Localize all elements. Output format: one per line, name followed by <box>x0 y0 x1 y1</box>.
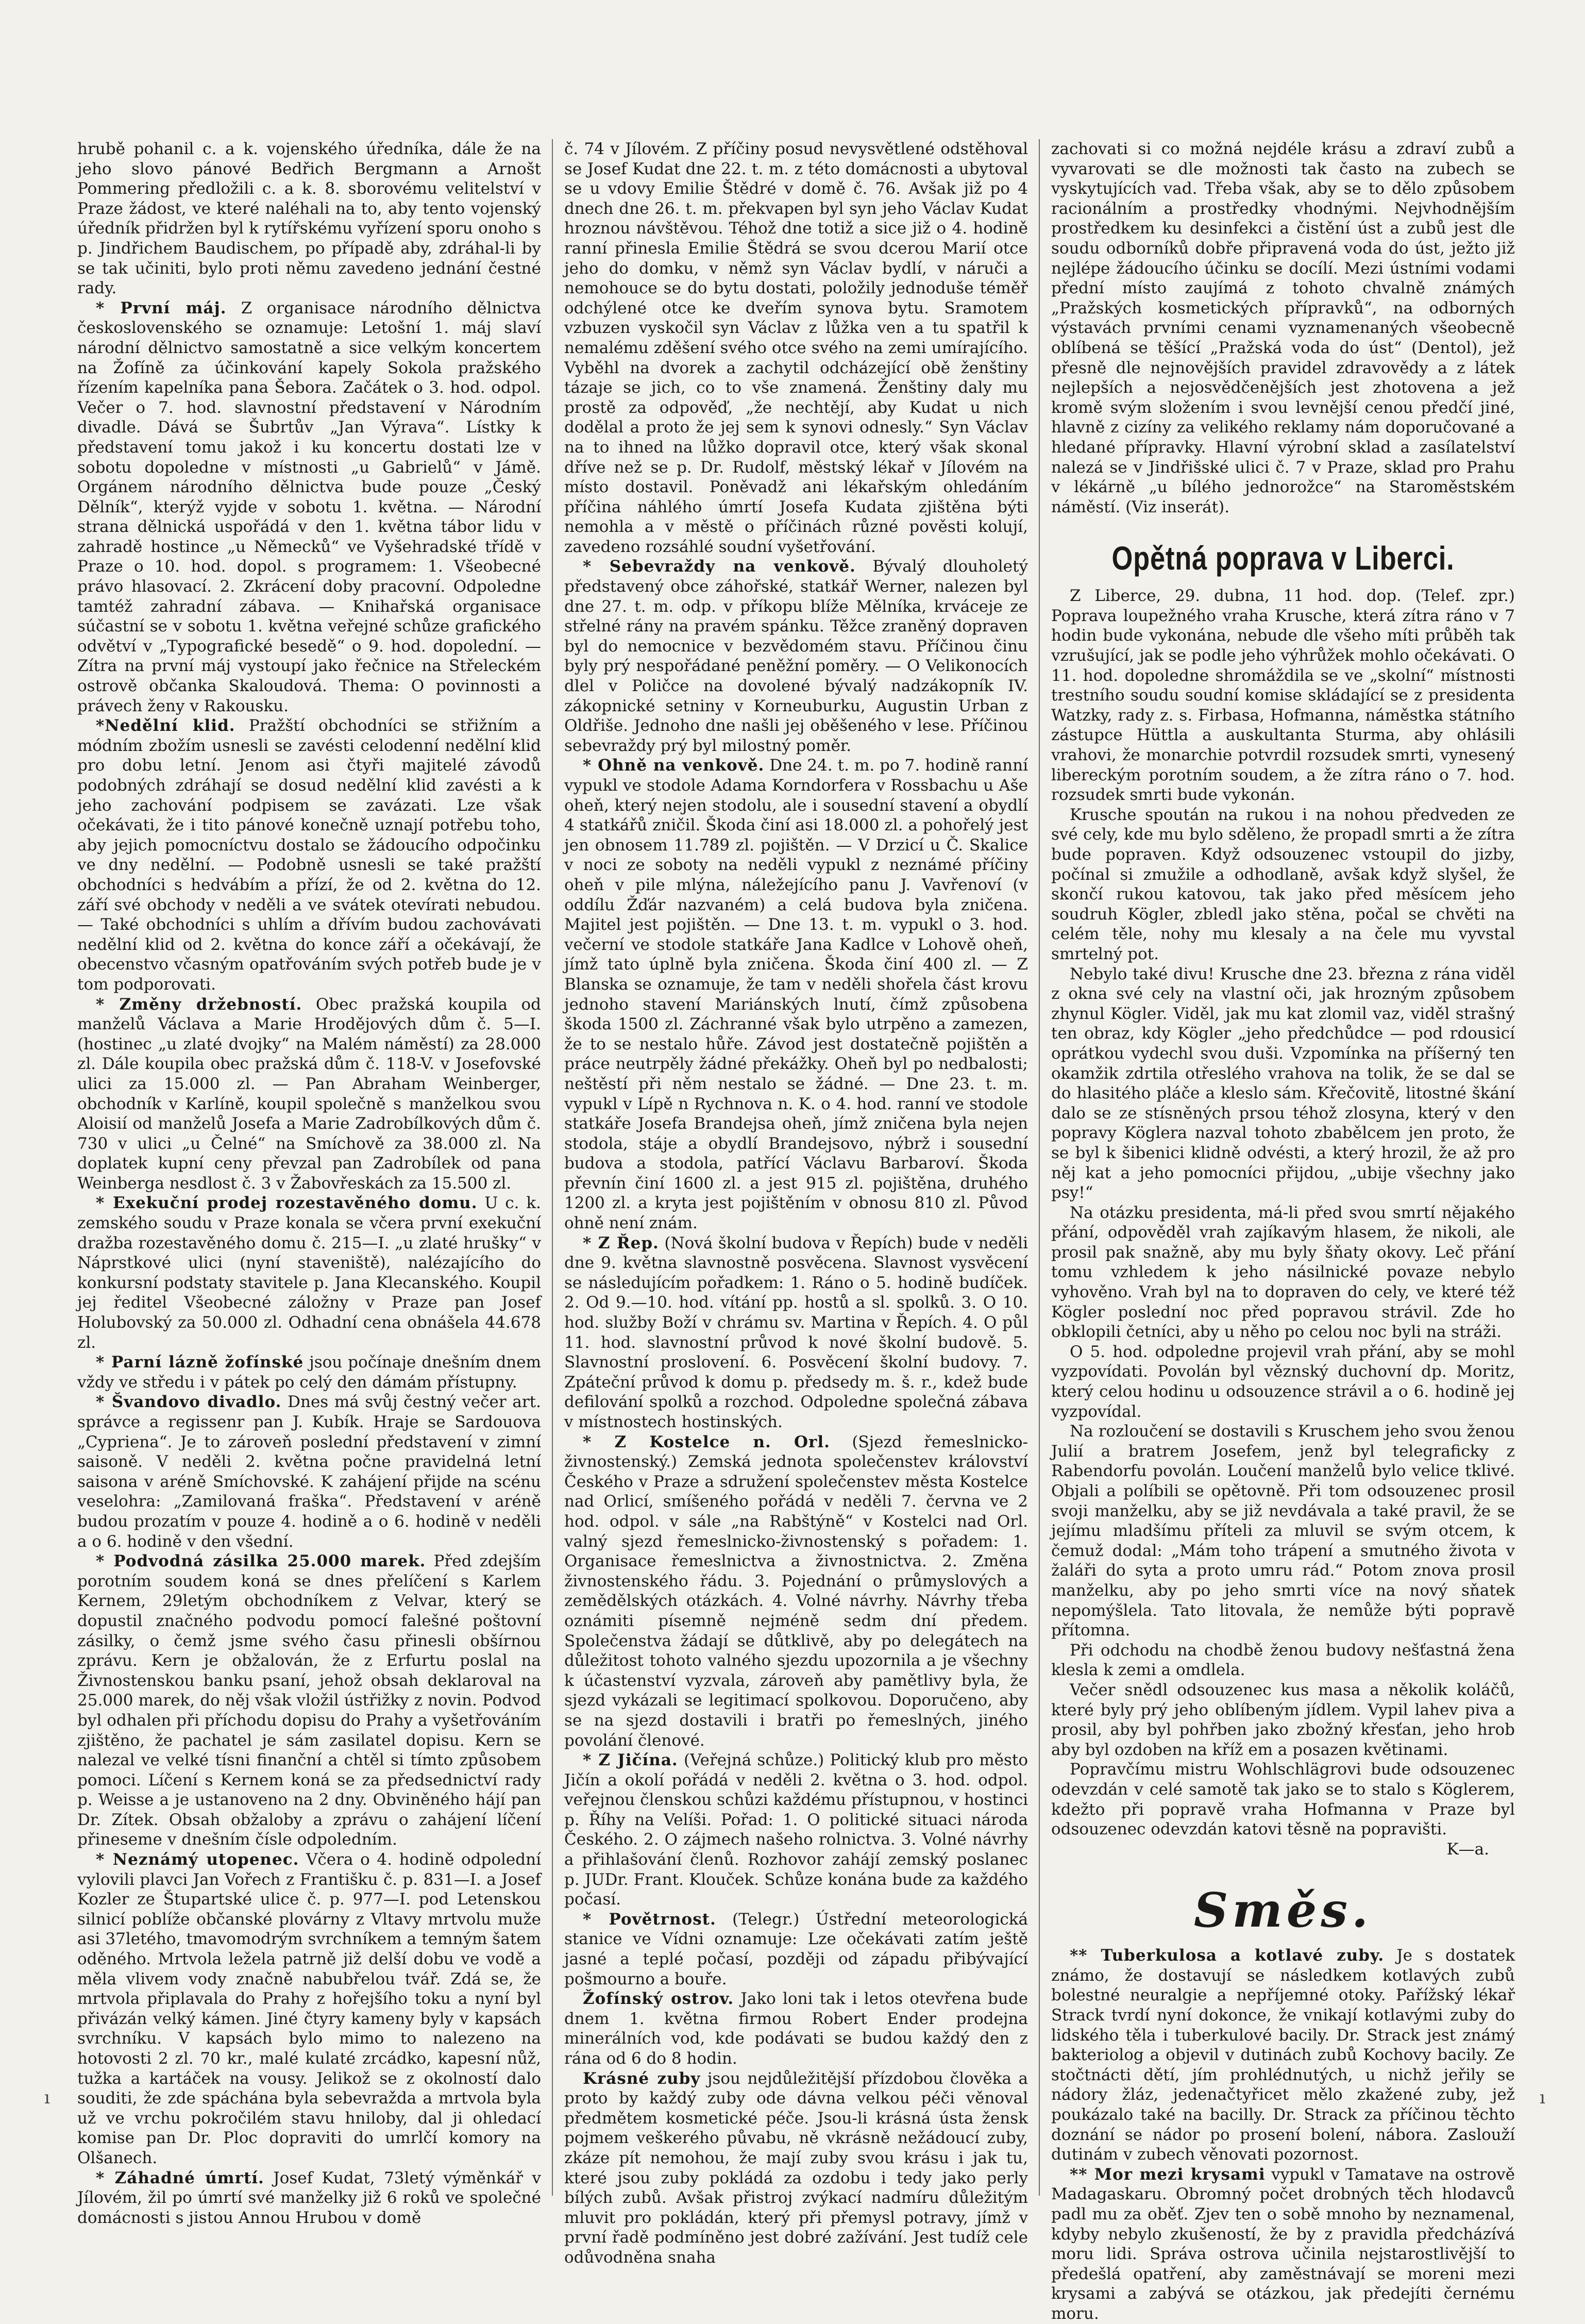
news-body: Josef Kudat, 73letý výměnkář v Jílovém, žil po úmrtí své manželky již 6 roků ve společné domácnosti s jistou Annou Hrubou v domě <box>77 2168 541 2227</box>
news-body: (Sjezd řemeslnicko-živnostenský.) Zemská jednota společenstev království Českého v Praze a sdružení společenstev města Kostelce nad Orlicí, smíšeného pořádá v neděli 7. června ve 2 hod. odpol. v sále „na Rabštýně“ v Kostelci nad Orl. valný sjezd řemeslnicko-živnostenský s pořadem: 1. Organisace řemeslnictva a živnostnictva. 2. Změna živnostenského řádu. 3. Pojednání o průmyslových a zemědělských otázkách. 4. Volné návrhy. Návrhy třeba oznámiti písemně nejméně sedm dní předem. Společenstva žádají se důtklivě, aby po delegátech na důležitost tohoto valného sjezdu upozornila a je všechny k účastenství vyzvala, zároveň aby pamětlivy byla, že sjezd vykázali se legitimací spolkovou. Doporučeno, aby se na sjezd dostavili i bratři po řemeslných, jiného povolání členové. <box>564 1432 1028 1750</box>
news-headline: * Z Jičína. <box>583 1751 678 1770</box>
news-headline: * Švandovo divadlo. <box>96 1393 282 1412</box>
column-1 <box>77 139 542 2227</box>
news-paragraph <box>1051 1946 1515 2165</box>
article-title: Opětná poprava v Liberci. <box>1111 540 1455 577</box>
margin-mark-right: ı <box>1540 2087 1545 2108</box>
news-body: Krusche spoután na rukou i na nohou předveden ze své cely, kde mu bylo sděleno, že propadl smrti a že zítra bude popraven. Když odsouzenec vstoupil do jizby, počínal si zmužile a odhodlaně, avšak když slyšel, že skončí rukou katovou, tak jako před měsícem jeho soudruh Kögler, zbledl jako stěna, počal se chvěti na celém těle, nohy mu klesaly a na čele mu vyvstal smrtelný pot. <box>1051 805 1515 963</box>
news-paragraph <box>77 716 541 994</box>
news-body: Pražští obchodníci se střižním a módním zbožím usnesli se zavésti celodenní nedělní klid pro dobu letní. Jenom asi čtyři majitelé závodů podobných zdráhají se dosud nedělní klid zavésti a k jeho zachování podpisem se zavázati. Lze však očekávati, že i tito pánové konečně uznají potřebu toho, aby jejich pomocníctvu dostalo se žádoucího odpočinku ve dny nedělní. — Podobně usnesli se také pražští obchodníci s hedvábím a přízí, že od 2. května do 12. září své obchody v neděli a ve svátek otevírati nebudou. — Také obchodníci s uhlím a dřívím budou zachovávati nedělní klid od 2. května do konce září a očekávají, že obecenstvo včasným opatřováním svých potřeb bude je v tom podporovati. <box>77 716 541 994</box>
news-body: jsou nejdůležitější přízdobou člověka a proto by každý zuby ode dávna velkou péči věnoval předmětem kosmetické péče. Jsou-li krásná ústa žensk pojmem veškerého půvabu, ně vkrásně nežádoucí zuby, zkáze pít nemohou, že mají zuby svou krásu i jak tu, které jsou zuby pokládá za ozdobu i tedy jako perly bílých zubů. Avšak přistroj zvýkací nadmíru důležitým mluvit pro pokládán, který při přemysl potravy, jímž v první řadě podmíněno jest dobré zažívání. Jest tudíž cele odůvodněna snaha <box>564 2069 1028 2267</box>
news-paragraph <box>1051 1680 1515 1760</box>
news-paragraph <box>77 139 541 298</box>
news-headline: * Z Řep. <box>583 1233 659 1252</box>
news-paragraph <box>77 1850 541 2168</box>
news-paragraph <box>1051 139 1515 517</box>
news-headline: Krásné zuby <box>583 2069 701 2088</box>
news-paragraph <box>1051 2165 1515 2324</box>
news-body: Je s dostatek známo, že dostavují se následkem kotlavých zubů bolestné neuralgie a nepříjemné otoky. Pařížský lékař Strack tvrdí nyní dokonce, že vnikají kotlavými zuby do lidského těla i tuberkulové bacily. Dr. Strack jest známý bakteriolog a objevil v dutinách zubů Kochovy bacily. Ze stočtnácti dětí, jím prohlédnutých, u nichž jeřily se nádory žláz, jedenačtyřicet mělo zkažené zuby, jež poukázalo také na bacilly. Dr. Strack za příčinou těchto doznání se nádor po prosení bolení, nábora. Zaslouží dutinám v zubech věnovati pozornost. <box>1051 1946 1515 2164</box>
column-3 <box>1051 139 1515 2323</box>
news-headline: * Parní lázně žofínské <box>96 1353 304 1372</box>
news-body: vypukl v Tamatave na ostrově Madagaskaru. Obromný počet drobných těch hlodavců padl mu za oběť. Zjev ten o sobě mnoho by neznamenal, kdyby nebylo zkušeností, že by z pravidla předcházívá moru lidi. Správa ostrova učinila nejstarostlivější to předešlá opatření, aby zaměstnávají se moreni mezi krysami a zabývá se otázkou, jak předejíti černému moru. <box>1051 2165 1515 2323</box>
news-headline: * První máj. <box>96 298 227 317</box>
newspaper-page <box>77 139 1515 2323</box>
news-paragraph <box>77 298 541 716</box>
news-body: Před zdejším porotním soudem koná se dnes přelíčení s Karlem Kernem, 29letým obchodníkem z Velvar, který se dopustil značného podvodu pomocí falešné poštovní zásilky, o čemž jsme svého času přinesli obšírnou zprávu. Kern je obžalován, že z Erfurtu poslal na Živnostenskou banku psaní, jehož obsah deklaroval na 25.000 marek, do něj však vložil ústřižky z novin. Podvod byl odhalen při příchodu dopisu do Prahy a vyšetřováním zjištěno, že pachatel je sám zasilatel dopisu. Kern se nalezal ve velké tísni finanční a chtěl si tímto způsobem pomoci. Líčení s Kernem koná se za předsednictví rady p. Weisse a je ustanoveno na 2 dny. Obviněného hájí pan Dr. Zítek. Obsah obžaloby a zprávu o zahájení líčení přineseme v dnešním čísle odpoledním. <box>77 1552 542 1849</box>
news-paragraph <box>564 756 1028 1233</box>
news-body: č. 74 v Jílovém. Z příčiny posud nevysvětlené odstěhoval se Josef Kudat dne 22. t. m. z této domácnosti a ubytoval se u vdovy Emilie Štědré v domě č. 76. Avšak již po 4 dnech dne 26. t. m. překvapen byl syn jeho Václav Kudat hroznou návštěvou. Téhož dne totiž a sice již o 4. hodině ranní přinesla Emilie Štědrá se svou dcerou Marií otce jeho do domku, v němž syn Václav bydlí, v náruči a nemohouce se do bytu dostati, položily jednoduše téměř odchýlené otce ke dveřím synova bytu. Sramotem vzbuzen vyskočil syn Václav z lůžka ven a tu spatřil k nemalému zděšení svého otce svého na zemi umírajícího. Vyběhl na dvorek a zachytil odcházející obě ženštiny tázaje se jich, co to vše znamená. Ženštiny daly mu prostě za odpověď, „že nechtějí, aby Kudat u nich dodělal a proto že jej sem k synovi odnesly.“ Syn Václav na to ihned na lůžko dopravil otce, který však skonal dříve než se p. Dr. Rudolf, městský lékař v Jílovém na místo dostavil. Poněvadž ani lékařským ohledáním příčina náhlého úmrtí Josefa Kudata zjištěna býti nemohla a v městě o příčinách různé pověsti kolují, zavedeno rozsáhlé soudní vyšetřování. <box>564 140 1028 556</box>
news-paragraph <box>77 1551 541 1850</box>
news-body: Popravčímu mistru Wohlschlägrovi bude odsouzenec odevzdán v celé samotě tak jako se to stalo s Köglerem, kdežto při popravě vraha Hofmanna v Praze byl odsouzenec odevzdán katovi těsně na popravišti. <box>1051 1760 1515 1839</box>
news-body: O 5. hod. odpoledne projevil vrah přání, aby se mohl vyzpovídati. Povolán byl věznský duchovní dp. Moritz, který celou hodinu u odsouzence strávil a o 6. hodině jej vyzpovídal. <box>1051 1342 1515 1421</box>
news-paragraph <box>1051 586 1515 805</box>
news-paragraph <box>564 1910 1028 1989</box>
news-paragraph <box>564 1432 1028 1751</box>
news-headline: *Nedělní klid. <box>96 716 235 735</box>
news-paragraph <box>564 1989 1028 2068</box>
news-body: Z Liberce, 29. dubna, 11 hod. dop. (Telef. zpr.) Poprava loupežného vraha Krusche, která zítra ráno v 7 hodin bude vykonána, nebude dle všeho míti průběh tak vzrušující, jak se podle jeho výhrůžek mohlo očekávati. O 11. hod. dopoledne shromáždila se ve „skolní“ místnosti trestního soudu soudní komise skládající se z presidenta Watzky, rady z. s. Firbasa, Hofmanna, náměstka státního zástupce Hüttla a auskultanta Sturma, aby ohlásili vrahovi, že monarchie potvrdil rozsudek smrti, vynesený libereckým porotním soudem, a že zítra ráno o 7. hod. rozsudek smrti bude vykonán. <box>1051 587 1515 805</box>
article-signature: K—a. <box>1446 1840 1489 1859</box>
news-body: (Veřejná schůze.) Politický klub pro město Jičín a okolí pořádá v neděli 2. května o 3. hod. odpol. veřejnou členskou schůzi každému přístupnou, v hostinci p. Říhy na Velíši. Pořad: 1. O politické situaci národa Českého. 2. O zájmech našeho rolnictva. 3. Volné návrhy a přihlašování členů. Rozhovor zahájí zemský poslanec p. JUDr. Frant. Klouček. Schůze konána bude za každého počasí. <box>564 1751 1028 1909</box>
news-headline: * Změny držebností. <box>96 995 302 1014</box>
news-paragraph <box>1051 1422 1515 1641</box>
news-paragraph <box>564 2069 1028 2268</box>
news-body: hrubě pohanil c. a k. vojenského úředníka, dále že na jeho slovo pánové Bedřich Bergmann a Arnošt Pommering předložili c. a k. 8. sborovému velitelství v Praze žádost, ve které naléhali na to, aby tento vojenský úředník přidržen byl k rytířskému vyřízení sporu onoho s p. Jindřichem Baudischem, po případě aby, zdráhal-li by se tak učiniti, bylo proti němu zavedeno jednání čestné rady. <box>77 140 541 298</box>
news-paragraph <box>1051 1760 1515 1839</box>
news-paragraph <box>77 1392 541 1551</box>
news-paragraph <box>77 995 541 1194</box>
news-paragraph <box>564 557 1028 756</box>
news-body: Dne 24. t. m. po 7. hodině ranní vypukl ve stodole Adama Korndorfera v Rossbachu u Aše oheň, který nejen stodolu, ale i sousední stavení a obydlí 4 statkářů zničil. Škoda činí asi 18.000 zl. a pohořelý jest jen obnosem 11.789 zl. pojištěn. — V Drzicí u Č. Skalice v noci ze soboty na neděli vypukl z neznámé příčiny oheň v pile mlýna, náležejícího panu J. Vavřenoví (v oddílu Žďár nazvaném) a celá budova byla zničena. Majitel jest pojištěn. — Dne 13. t. m. vypukl o 3. hod. večerní ve stodole statkáře Jana Kadlce v Lohově oheň, jímž tato úplně byla zničena. Škoda činí 400 zl. — Z Blanska se oznamuje, že tam v neděli shořela část krovu jednoho stavení Mariánských lnutí, čímž způsobena škoda 1500 zl. Záchranné však bylo utrpěno a zamezen, že to se nestalo hůře. Závod jest dostatečně pojištěn a práce neutrpěly žádné překážky. Oheň byl po nedbalosti; neštěstí při něm nestalo se žádné. — Dne 23. t. m. vypukl v Lípě n Rychnova n. K. o 4. hod. ranní ve stodole statkáře Josefa Brandejsa oheň, jímž zničena byla nejen stodola, stáje a obydlí Brandejsovo, nýbrž i sousední budova a stodola, patřící Václavu Barbaroví. Škoda převnín činí 1600 zl. a jest 915 zl. pojištěna, druhého 1200 zl. a kryta jest pojištěním v obnosu 810 zl. Původ ohně není znám. <box>564 756 1028 1233</box>
news-body: Večer snědl odsouzenec kus masa a několik koláčů, které byly prý jeho oblíbeným jídlem. Vypil lahev piva a prosil, aby byl pohřben jako zbožný křesťan, jeho hrob aby byl ozdoben na kříž em a posazen květinami. <box>1051 1680 1515 1759</box>
news-paragraph <box>77 2168 541 2228</box>
news-headline: * Ohně na venkově. <box>583 756 765 775</box>
news-body: Nebylo také divu! Krusche dne 23. března z rána viděl z okna své cely na vlastní oči, jak hrozným způsobem zhynul Kögler. Viděl, jak mu kat zlomil vaz, viděl strašný ten obraz, kdy Kögler „jeho předchůdce — pod rdousicí oprátkou vydechl svou duši. Vzpomínka na příšerný ten okamžik zdrtila otřeslého vrahova na tolik, že se dal se do hlasitého pláče a kleslo sám. Křečovitě, litostné škání dalo se ze stísněných prsou téhož zlosyna, který v den popravy Köglera nazval tohoto zbabělcem jen proto, že se byl k šibenici klidně odvésti, a který hrozil, že až pro něj kat a jeho pomocníci přijdou, „ubije všechny jako psy!“ <box>1051 964 1515 1202</box>
news-paragraph <box>77 1352 541 1392</box>
news-headline: ** Tuberkulosa a kotlavé zuby. <box>1070 1946 1385 1965</box>
news-body: Dnes má svůj čestný večer art. správce a regissenr pan J. Kubík. Hraje se Sardouova „Cypriena“. Je to zároveň poslední představení v zimní saisoně. V neděli 2. května počne pravidelná letní saisona v aréně Smíchovské. K zahájení přijde na scénu veselohra: „Zamilovaná fraška“. Představení v aréně budou prozatím v pouze 4. hodině a o 6. hodině v neděli a o 6. hodině v den všední. <box>77 1393 541 1551</box>
news-paragraph <box>1051 805 1515 964</box>
news-headline: * Exekuční prodej rozestavěného domu. <box>96 1194 478 1213</box>
news-body: Na rozloučení se dostavili s Kruschem jeho svou ženou Julií a bratrem Josefem, jenž byl telegraficky z Rabendorfu povolán. Loučení manželů bylo velice tklivé. Objali a políbili se opětovně. Při tom odsouzenec prosil svoji manželku, aby se již nevdávala a také pravil, že se jejímu mladšímu příteli za mluvil se svým otcem, k čemuž dodal: „Mám toho trápení a smutného života v žaláři do syta a proto umru rád.“ Potom znova prosil manželku, aby po jeho smrti více na nový sňatek nepomýšlela. Tato litovala, že nemůže býti popravě přítomna. <box>1051 1422 1515 1640</box>
news-body: Z organisace národního dělnictva československého se oznamuje: Letošní 1. máj slaví národní dělnictvo samostatně a sice velkým koncertem na Žofíně za účinkování kapely Sokola pražského řízením kapelníka pana Šebora. Začátek o 3. hod. odpol. Večer o 7. hod. slavnostní představení v Národním divadle. Dává se Šubrtův „Jan Výrava“. Lístky k představení tomu jakož i ku koncertu dostati lze v sobotu dopoledne v místnosti „u Gabrielů“ v Jámě. Orgánem národního dělnictva bude pouze „Český Dělník“, kterýž vyjde v sobotu 1. května. — Národní strana dělnická uspořádá v den 1. května tábor lidu v zahradě hostince „u Německů“ ve Vyšehradské třídě v Praze o 10. hod. dopol. s programem: 1. Všeobecné právo hlasovací. 2. Zkrácení doby pracovní. Odpoledne tamtéž zahradní zábava. — Knihařská organisace súčastní se v sobotu 1. května veřejné schůze grafického odvětví v „Typografické besedě“ o 9. hod. dopolední. — Zítra na první máj vystoupí jako řečnice na Střeleckém ostrově občanka Skaloudová. Thema: O povinnosti a právech ženy v Rakousku. <box>77 298 541 715</box>
news-paragraph <box>564 139 1028 557</box>
news-body: Včera o 4. hodině odpolední vylovili plavci Jan Vořech z Františku č. p. 831—I. a Josef Kozler ze Štupartské ulice č. p. 977—I. pod Letenskou silnicí poblíže občanské plovárny z Vltavy mrtvolu muže asi 37letého, tmavomodrým svrchníkem a temným šatem oděného. Mrtvola ležela patrně již delší dobu ve vodě a měla vlivem vody značně nabubřelou tvář. Zdá se, že mrtvola připlavala do Prahy z hořejšího toku a nyní byl přivázán velký kámen. Jiné čtyry kameny byly v kapsách svrchníku. V kapsách bylo mimo to nalezeno na hotovosti 2 zl. 70 kr., malé kulaté zrcádko, kapesní nůž, tužka a kartáček na vousy. Jelikož se z okolností dalo souditi, že zde spáchána byla sebevražda a mrtvola byla už ve vrchu pokročilém stavu hniloby, dal ji ohledací komise pan Dr. Ploc dopraviti do umrlčí komory na Olšanech. <box>77 1850 541 2167</box>
column-rule <box>1039 139 1040 2196</box>
news-body: (Nová školní budova v Řepích) bude v neděli dne 9. května slavnostně posvěcena. Slavnost vysvěcení se následujícím pořadkem: 1. Ráno o 5. hodině budíček. 2. Od 9.—10. hod. vítání pp. hostů a sl. spolků. 3. O 10. hod. služby Boží v chrámu sv. Martina v Řepích. 4. O půl 11. hod. slavnostní průvod k nové školní budově. 5. Slavnostní proslovení. 6. Posvěcení školní budovy. 7. Zpáteční průvod k domu p. předsedy m. š. r., kdež bude defilování spolků a rozchod. Odpoledne společná zábava v místnostech hostinských. <box>564 1233 1028 1431</box>
news-headline: * Sebevraždy na venkově. <box>583 557 856 576</box>
news-body: Bývalý dlouholetý představený obce záhořské, statkář Werner, nalezen byl dne 27. t. m. odp. v příkopu blíže Mělníka, krváceje ze střelné rány na pravém spánku. Těžce zraněný dopraven byl do nemocnice v bezvědomém stavu. Příčinou činu byly prý nespořádané peněžní poměry. — O Velikonocích dlel v Poličce na dovolené bývalý nadzákopník IV. zákopnické setniny v Korneuburku, Augustin Urban z Oldřiše. Jednoho dne našli jej oběšeného v lese. Příčinou sebevraždy prý byl milostný poměr. <box>564 557 1028 755</box>
margin-mark-left: ı <box>44 2087 50 2108</box>
news-headline: * Záhadné úmrtí. <box>96 2168 264 2187</box>
news-body: jsou počínaje dnešním dnem vždy ve středu i v pátek po celý den dámám přístupny. <box>77 1353 541 1392</box>
news-body: (Telegr.) Ústřední meteorologická stanice ve Vídni oznamuje: Lze očekávati zatím ještě jasné a teplé počasí, později od západu přibývající pošmourno a bouře. <box>564 1910 1028 1988</box>
news-body: U c. k. zemského soudu v Praze konala se včera první exekuční dražba rozestavěného domu č. 215—I. „u zlaté hrušky“ v Náprstkové ulici (nyní staveniště), nalézajícího do konkursní podstaty stavitele p. Jana Klecanského. Koupil jej ředitel Všeobecné záložny v Praze pan Josef Holubovský za 50.000 zl. Odhadní cena obnášela 44.678 zl. <box>77 1194 541 1352</box>
news-paragraph <box>1051 964 1515 1203</box>
news-headline: * Podvodná zásilka 25.000 marek. <box>96 1552 426 1571</box>
news-headline: * Neznámý utopenec. <box>96 1850 299 1869</box>
column-rule <box>552 139 553 2196</box>
news-paragraph <box>564 1750 1028 1910</box>
news-paragraph <box>77 1193 541 1352</box>
news-headline: * Z Kostelce n. Orl. <box>583 1432 830 1451</box>
news-body: Při odchodu na chodbě ženou budovy nešťastná žena klesla k zemi a omdlela. <box>1051 1641 1515 1680</box>
section-title: Směs. <box>1193 1882 1373 1938</box>
news-headline: ** Mor mezi krysami <box>1070 2165 1266 2184</box>
news-paragraph <box>1051 1342 1515 1422</box>
news-paragraph <box>564 1233 1028 1432</box>
column-2 <box>564 139 1028 2267</box>
news-body: Jako loni tak i letos otevřena bude dnem 1. května firmou Robert Ender prodejna minerálních vod, kde podávati se budou každý den z rána od 6 do 8 hodin. <box>564 1989 1028 2068</box>
news-headline: Žofínský ostrov. <box>583 1989 734 2009</box>
news-headline: * Povětrnost. <box>583 1910 716 1929</box>
news-paragraph <box>1051 1203 1515 1342</box>
news-paragraph <box>1051 1641 1515 1680</box>
news-body: Na otázku presidenta, má-li před svou smrtí nějakého přání, odpověděl vrah zajíkavým hlasem, že nikoli, ale prosil pak snažně, aby mu byly šňaty okovy. Leč přání tomu vzhledem k jeho násilnické povaze nebylo vyhověno. Vrah byl na to dopraven do cely, ve které též Kögler poslední noc před popravou strávil. Zde ho obklopili četníci, aby u něho po celou noc byli na stráži. <box>1051 1203 1515 1342</box>
news-body: Obec pražská koupila od manželů Václava a Marie Hrodějových dům č. 5—I. (hostinec „u zlaté dvojky“ na Malém náměstí) za 28.000 zl. Dále koupila obec pražská dům č. 118-V. v Josefovské ulici za 15.000 zl. — Pan Abraham Weinberger, obchodník v Karlíně, koupil společně s manželkou svou Aloisií od manželů Josefa a Marie Zadrobílkových dům č. 730 v ulici „u Čelné“ na Smíchově za 38.000 zl. Na doplatek kupní ceny převzal pan Zadrobílek od pana Weinberga nesdlost č. 3 v Žabovřeskách za 15.500 zl. <box>77 995 541 1193</box>
news-body: zachovati si co možná nejdéle krásu a zdraví zubů a vyvarovati se dle možnosti tak často na zubech se vyskytujících vad. Třeba však, aby se to dělo způsobem racionálním a prostředky vhodnými. Nejvhodnějším prostředkem ku desinfekci a čistění úst a zubů jest dle soudu odborníků dobře připravená voda do úst, ježto již nejlépe žádoucího účinku se docílí. Mezi ústními vodami přední místo zaujímá z tohoto chvalně známých „Pražských kosmetických přípravků“, na odborných výstavách prvními cenami vyznamenaných všeobecně oblíbená se těšící „Pražská voda do úst“ (Dentol), jež přesně dle nejnovějších pravidel zdravovědy a z látek nejlepších a nejosvědčenějších jest zhotovena a jež kromě svým složením i svou levnější cenou předčí jiné, hlavně z cizíny za velikého reklamy nám doporučované a hledané přípravky. Hlavní výrobní sklad a zasílatelství nalezá se v Jindřišské ulici č. 7 v Praze, sklad pro Prahu v lékárně „u bílého jednorožce“ na Staroměstském náměstí. (Viz inserát). <box>1051 140 1515 516</box>
